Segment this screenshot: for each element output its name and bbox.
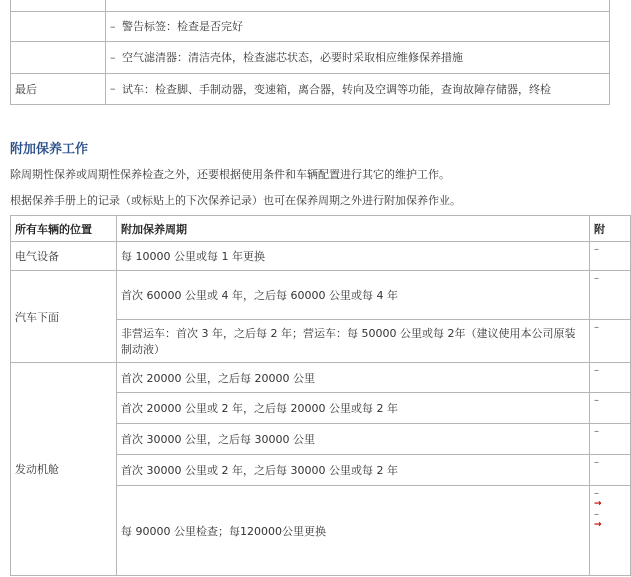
step-label-cell: 最后 <box>11 73 106 104</box>
side-cell: – <box>590 393 631 424</box>
period-cell: 非营运车：首次 3 年，之后每 2 年；营运车：每 50000 公里或每 2年（建议使用本公司原装制动液） <box>117 320 590 363</box>
side-cell: – <box>590 271 631 320</box>
side-cell: – <box>590 363 631 393</box>
side-cell: – <box>590 320 631 363</box>
step-text-cell <box>106 11 610 41</box>
step-text: 空气滤清器：清洁壳体，检查滤芯状态，必要时采取相应维修保养措施 <box>122 51 463 64</box>
side-dash: – <box>594 509 599 520</box>
side-cell <box>590 486 631 576</box>
step-label-cell <box>11 41 106 73</box>
column-header: 所有车辆的位置 <box>11 216 117 242</box>
maintenance-steps-table <box>10 0 610 105</box>
step-label-cell <box>11 0 106 11</box>
period-cell: 首次 20000 公里或 2 年，之后每 20000 公里或每 2 年 <box>117 393 590 424</box>
step-text-cell <box>106 73 610 104</box>
position-cell: 电气设备 <box>11 242 117 271</box>
intro-paragraph: 除周期性保养或周期性保养检查之外，还要根据使用条件和车辆配置进行其它的维护工作。 <box>10 168 450 181</box>
column-header: 附加保养周期 <box>117 216 590 242</box>
step-text-cell <box>106 0 610 11</box>
dash-marker: – <box>110 82 116 95</box>
dash-marker: – <box>110 50 116 64</box>
table-row <box>11 242 631 271</box>
period-cell: 首次 30000 公里或 2 年，之后每 30000 公里或每 2 年 <box>117 455 590 486</box>
side-cell: – <box>590 455 631 486</box>
step-label-cell <box>11 11 106 41</box>
dash-marker: – <box>110 19 116 33</box>
table-row <box>11 363 631 393</box>
period-cell: 首次 30000 公里，之后每 30000 公里 <box>117 424 590 455</box>
side-cell: – <box>590 242 631 271</box>
intro-paragraph: 根据保养手册上的记录（或标贴上的下次保养记录）也可在保养周期之外进行附加保养作业。 <box>10 194 461 207</box>
table-row <box>11 271 631 320</box>
additional-maintenance-table <box>10 215 631 576</box>
step-text: 试车：检查脚、手制动器，变速箱，离合器，转向及空调等功能，查询故障存储器，终检 <box>122 82 551 96</box>
arrow-icon: → <box>594 499 602 509</box>
period-cell: 每 10000 公里或每 1 年更换 <box>117 242 590 271</box>
position-cell: 发动机舱 <box>11 363 117 576</box>
column-header: 附 <box>590 216 631 242</box>
period-cell: 首次 60000 公里或 4 年，之后每 60000 公里或每 4 年 <box>117 271 590 320</box>
position-cell: 汽车下面 <box>11 271 117 363</box>
arrow-icon: → <box>594 520 602 530</box>
section-title: 附加保养工作 <box>10 142 89 157</box>
side-dash: – <box>594 488 599 499</box>
step-text: 警告标签：检查是否完好 <box>122 20 243 33</box>
side-cell: – <box>590 424 631 455</box>
table-header-row <box>11 216 631 242</box>
period-cell: 每 90000 公里检查；每120000公里更换 <box>117 486 590 576</box>
period-cell: 首次 20000 公里，之后每 20000 公里 <box>117 363 590 393</box>
step-text-cell <box>106 41 610 73</box>
